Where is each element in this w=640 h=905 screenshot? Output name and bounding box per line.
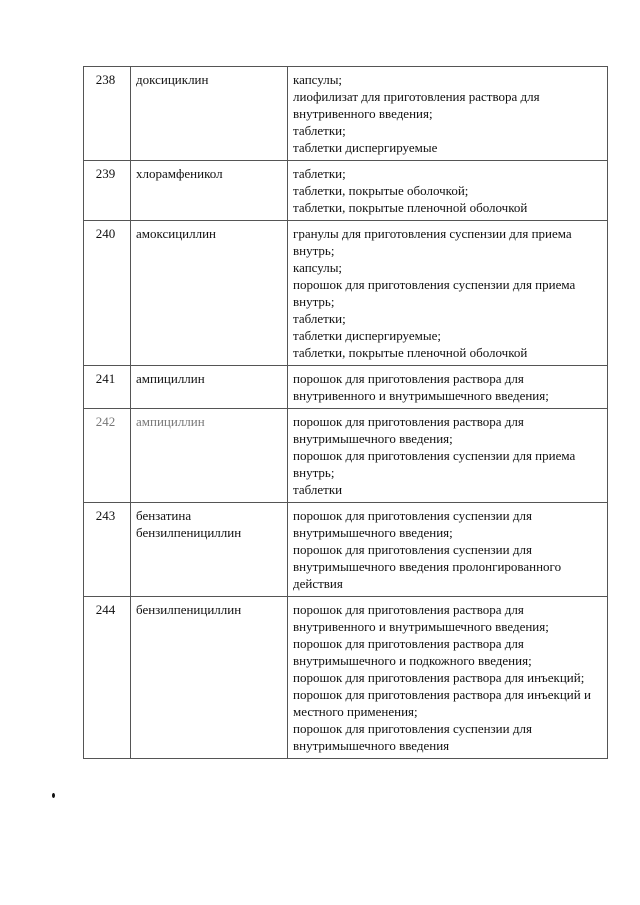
drug-table-body bbox=[84, 67, 608, 759]
dosage-form-item: таблетки; bbox=[293, 123, 346, 138]
table-row bbox=[84, 221, 608, 366]
row-number: 242 bbox=[84, 409, 131, 503]
scan-speck bbox=[52, 793, 55, 798]
drug-name: бензилпенициллин bbox=[131, 597, 288, 759]
dosage-form-item: порошок для приготовления суспензии для внутримышечного введения; bbox=[293, 508, 532, 540]
dosage-form-item: лиофилизат для приготовления раствора для внутривенного введения; bbox=[293, 89, 540, 121]
row-number: 238 bbox=[84, 67, 131, 161]
dosage-form-item: таблетки; bbox=[293, 311, 346, 326]
row-number: 239 bbox=[84, 161, 131, 221]
dosage-form-item: порошок для приготовления суспензии для приема внутрь; bbox=[293, 448, 576, 480]
dosage-form-item: порошок для приготовления раствора для внутривенного и внутримышечного введения; bbox=[293, 371, 549, 403]
table-row bbox=[84, 503, 608, 597]
row-number: 240 bbox=[84, 221, 131, 366]
dosage-form-item: таблетки диспергируемые bbox=[293, 140, 438, 155]
row-number: 241 bbox=[84, 366, 131, 409]
drug-name: ампициллин bbox=[131, 366, 288, 409]
dosage-forms bbox=[288, 67, 608, 161]
row-number: 244 bbox=[84, 597, 131, 759]
dosage-forms bbox=[288, 409, 608, 503]
dosage-form-item: таблетки; bbox=[293, 166, 346, 181]
drug-name: хлорамфеникол bbox=[131, 161, 288, 221]
dosage-form-item: гранулы для приготовления суспензии для приема внутрь; bbox=[293, 226, 572, 258]
dosage-form-item: таблетки bbox=[293, 482, 343, 497]
row-number: 243 bbox=[84, 503, 131, 597]
dosage-form-item: таблетки, покрытые пленочной оболочкой bbox=[293, 345, 528, 360]
dosage-form-item: порошок для приготовления раствора для внутримышечного введения; bbox=[293, 414, 524, 446]
dosage-form-item: капсулы; bbox=[293, 260, 343, 275]
dosage-form-item: порошок для приготовления раствора для внутривенного и внутримышечного введения; bbox=[293, 602, 549, 634]
drug-name: доксициклин bbox=[131, 67, 288, 161]
dosage-form-item: таблетки, покрытые оболочкой; bbox=[293, 183, 469, 198]
dosage-form-item: порошок для приготовления раствора для инъекций и местного применения; bbox=[293, 687, 591, 719]
dosage-form-item: порошок для приготовления суспензии для приема внутрь; bbox=[293, 277, 576, 309]
drug-name: бензатина бензилпенициллин bbox=[131, 503, 288, 597]
table-row bbox=[84, 161, 608, 221]
table-row bbox=[84, 67, 608, 161]
table-row bbox=[84, 366, 608, 409]
dosage-forms bbox=[288, 161, 608, 221]
dosage-forms bbox=[288, 221, 608, 366]
dosage-form-item: порошок для приготовления суспензии для внутримышечного введения пролонгированного действия bbox=[293, 542, 562, 591]
table-row bbox=[84, 409, 608, 503]
drug-table bbox=[83, 66, 608, 759]
dosage-form-item: порошок для приготовления раствора для внутримышечного и подкожного введения; bbox=[293, 636, 532, 668]
table-row bbox=[84, 597, 608, 759]
drug-name: амоксициллин bbox=[131, 221, 288, 366]
dosage-form-item: таблетки диспергируемые; bbox=[293, 328, 441, 343]
dosage-form-item: капсулы; bbox=[293, 72, 343, 87]
dosage-forms bbox=[288, 597, 608, 759]
dosage-forms bbox=[288, 366, 608, 409]
dosage-form-item: порошок для приготовления суспензии для внутримышечного введения bbox=[293, 721, 532, 753]
drug-name: ампициллин bbox=[131, 409, 288, 503]
dosage-form-item: порошок для приготовления раствора для инъекций; bbox=[293, 670, 585, 685]
dosage-form-item: таблетки, покрытые пленочной оболочкой bbox=[293, 200, 528, 215]
dosage-forms bbox=[288, 503, 608, 597]
